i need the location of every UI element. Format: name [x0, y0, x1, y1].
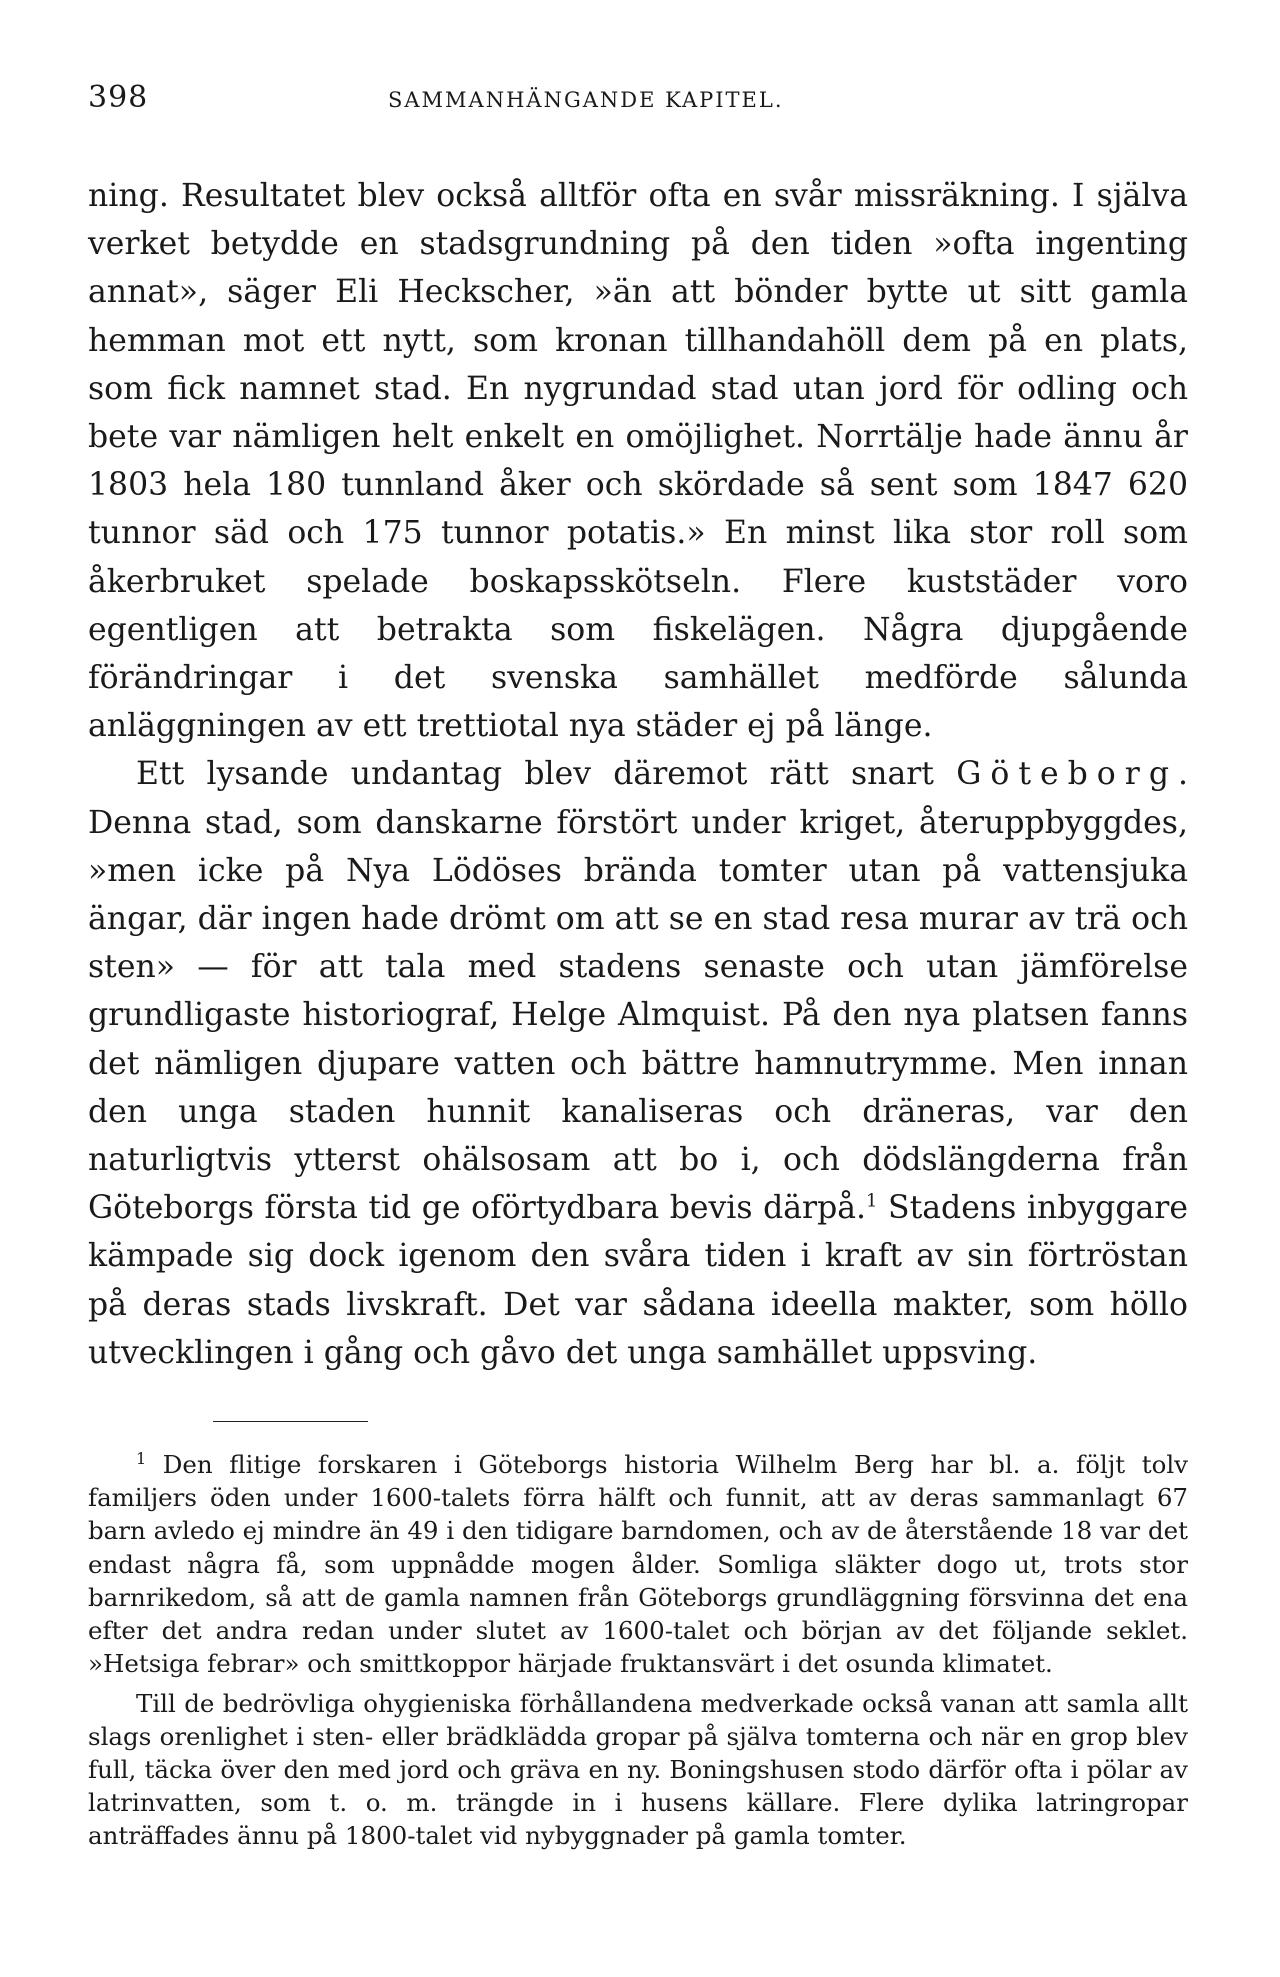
spaced-city-name: Göteborg	[956, 756, 1178, 793]
body-text	[88, 172, 1188, 1377]
page-number: 398	[88, 80, 149, 115]
paragraph-2	[88, 750, 1188, 1377]
running-head	[88, 80, 1188, 124]
paragraph-2-middle: . Denna stad, som danskarne förstört under kriget, återuppbyggdes, »men icke på Nya Lödöses brända tomter utan på vattensjuka ängar, där ingen hade drömt om att se en stad resa murar av trä och sten» — för att tala med stadens senaste och utan jämförelse grundligaste historiograf, Helge Almquist. På den nya platsen fanns det nämligen djupare vatten och bättre hamnutrymme. Men innan den unga staden hunnit kanaliseras och dräneras, var den naturligtvis ytterst ohälsosam att bo i, och dödslängderna från Göteborgs första tid ge oförtydbara bevis därpå.	[88, 756, 1188, 1227]
running-title: SAMMANHÄNGANDE KAPITEL.	[388, 88, 784, 112]
footnote-divider	[213, 1421, 368, 1422]
footnote-1	[88, 1448, 1188, 1680]
footnote-text: Den flitige forskaren i Göteborgs historia Wilhelm Berg har bl. a. följt tolv familjers öden under 1600-talets förra hälft och funnit, att av deras sammanlagt 67 barn avledo ej mindre än 49 i den tidigare barndomen, och av de återstående 18 var det endast några få, som uppnådde mogen ålder. Somliga släkter dogo ut, trots stor barnrikedom, så att de gamla namnen från Göteborgs grundläggning försvinna det ena efter det andra redan under slutet av 1600-talet och början av det följande seklet. »Hetsiga febrar» och smittkoppor härjade fruktansvärt i det osunda klimatet.	[88, 1450, 1188, 1679]
book-page	[88, 80, 1188, 1853]
paragraph-1: ning. Resultatet blev också alltför ofta en svår missräkning. I själva verket betydde en stadsgrundning på den tiden »ofta ingenting annat», säger Eli Heckscher, »än att bönder bytte ut sitt gamla hemman mot ett nytt, som kronan tillhandahöll dem på en plats, som fick namnet stad. En nygrundad stad utan jord för odling och bete var nämligen helt enkelt en omöjlighet. Norrtälje hade ännu år 1803 hela 180 tunnland åker och skördade så sent som 1847 620 tunnor säd och 175 tunnor potatis.» En minst lika stor roll som åkerbruket spelade boskapsskötseln. Flere kuststäder voro egentligen att betrakta som fiskelägen. Några djupgående förändringar i det svenska samhället medförde sålunda anläggningen av ett trettiotal nya städer ej på länge.	[88, 178, 1188, 745]
footnotes	[88, 1448, 1188, 1852]
paragraph-2-end: Stadens inbyggare kämpade sig dock igenom den svåra tiden i kraft av sin förtröstan på deras stads livskraft. Det var sådana ideella makter, som höllo utvecklingen i gång och gåvo det unga samhället uppsving.	[88, 1190, 1188, 1371]
footnote-continuation: Till de bedrövliga ohygieniska förhållandena medverkade också vanan att samla allt slags orenlighet i sten- eller brädklädda gropar på själva tomterna och när en grop blev full, täcka över den med jord och gräva en ny. Boningshusen stodo därför ofta i pölar av latrinvatten, som t. o. m. trängde in i husens källare. Flere dylika latringropar anträffades ännu på 1800-talet vid nybyggnader på gamla tomter.	[88, 1688, 1188, 1851]
paragraph-2-start: Ett lysande undantag blev däremot rätt snart	[136, 756, 957, 793]
footnote-marker: 1	[136, 1448, 147, 1468]
footnote-reference: 1	[866, 1190, 878, 1212]
